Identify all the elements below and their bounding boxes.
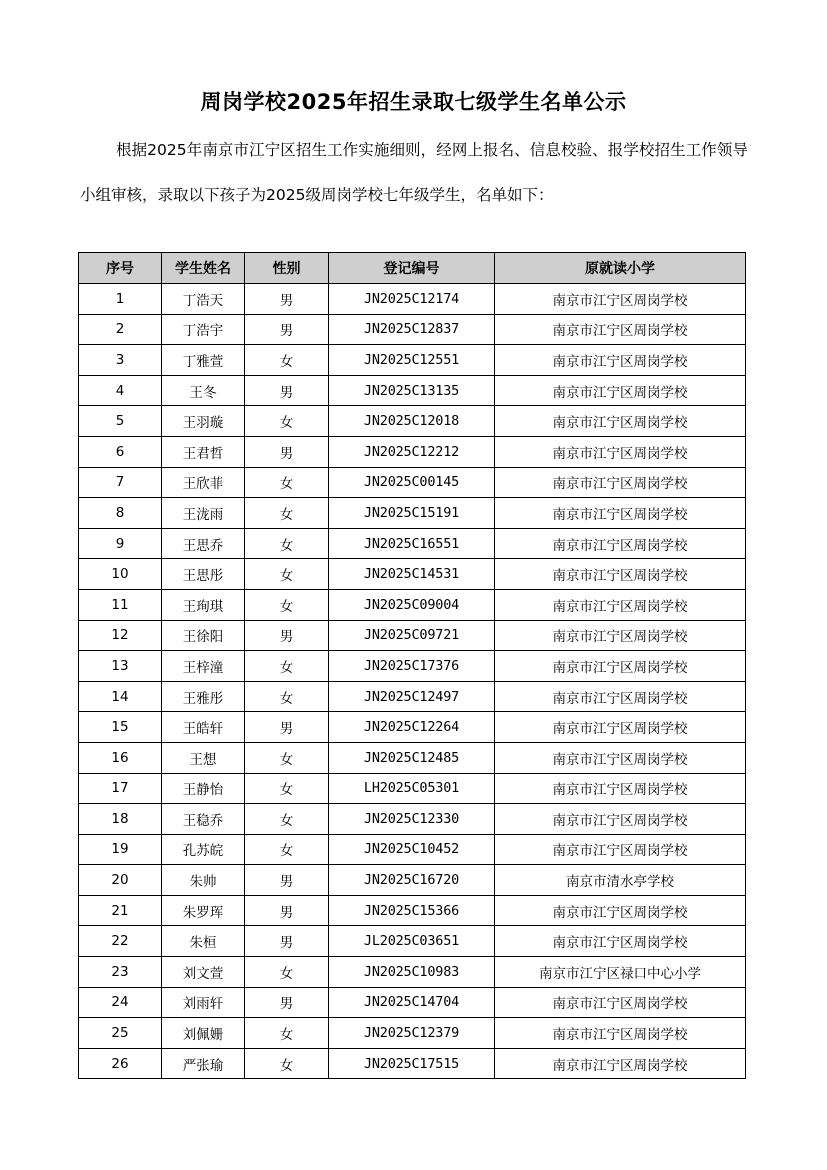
primary-school-cell: 南京市清水亭学校 xyxy=(495,865,746,896)
student-name-cell: 孔苏皖 xyxy=(162,834,245,865)
registration-number-cell: JN2025C16551 xyxy=(329,528,495,559)
student-name-cell: 刘文萱 xyxy=(162,957,245,988)
primary-school-cell: 南京市江宁区周岗学校 xyxy=(495,681,746,712)
registration-number-cell: JN2025C14531 xyxy=(329,559,495,590)
gender-cell: 女 xyxy=(245,651,329,682)
student-name-cell: 王梓潼 xyxy=(162,651,245,682)
table-row xyxy=(79,712,746,743)
student-name-cell: 王欣菲 xyxy=(162,467,245,498)
header-original-primary-school: 原就读小学 xyxy=(495,253,746,284)
table-row xyxy=(79,895,746,926)
student-name-cell: 王思彤 xyxy=(162,559,245,590)
table-row xyxy=(79,375,746,406)
gender-cell: 男 xyxy=(245,712,329,743)
admission-list-table xyxy=(78,252,746,1079)
intro-paragraph: 根据2025年南京市江宁区招生工作实施细则，经网上报名、信息校验、报学校招生工作领导小组审核，录取以下孩子为2025级周岗学校七年级学生，名单如下： xyxy=(80,141,748,204)
gender-cell: 女 xyxy=(245,559,329,590)
student-name-cell: 刘雨轩 xyxy=(162,987,245,1018)
table-row xyxy=(79,1018,746,1049)
gender-cell: 女 xyxy=(245,957,329,988)
primary-school-cell: 南京市江宁区周岗学校 xyxy=(495,1048,746,1079)
table-row xyxy=(79,284,746,315)
primary-school-cell: 南京市江宁区周岗学校 xyxy=(495,314,746,345)
gender-cell: 女 xyxy=(245,589,329,620)
table-row xyxy=(79,436,746,467)
primary-school-cell: 南京市江宁区周岗学校 xyxy=(495,773,746,804)
registration-number-cell: JL2025C03651 xyxy=(329,926,495,957)
registration-number-cell: JN2025C14704 xyxy=(329,987,495,1018)
gender-cell: 女 xyxy=(245,498,329,529)
student-name-cell: 丁浩宇 xyxy=(162,314,245,345)
table-row xyxy=(79,467,746,498)
table-row xyxy=(79,987,746,1018)
student-name-cell: 王君哲 xyxy=(162,436,245,467)
document-title: 周岗学校2025年招生录取七级学生名单公示 xyxy=(200,90,627,114)
serial-number-cell: 11 xyxy=(79,589,162,620)
primary-school-cell: 南京市江宁区周岗学校 xyxy=(495,345,746,376)
serial-number-cell: 5 xyxy=(79,406,162,437)
student-name-cell: 丁雅萱 xyxy=(162,345,245,376)
registration-number-cell: JN2025C16720 xyxy=(329,865,495,896)
student-name-cell: 王雅彤 xyxy=(162,681,245,712)
registration-number-cell: JN2025C12379 xyxy=(329,1018,495,1049)
registration-number-cell: JN2025C15366 xyxy=(329,895,495,926)
primary-school-cell: 南京市江宁区周岗学校 xyxy=(495,528,746,559)
serial-number-cell: 3 xyxy=(79,345,162,376)
gender-cell: 女 xyxy=(245,773,329,804)
gender-cell: 女 xyxy=(245,834,329,865)
registration-number-cell: JN2025C12330 xyxy=(329,804,495,835)
gender-cell: 女 xyxy=(245,467,329,498)
table-header-row xyxy=(79,253,746,284)
primary-school-cell: 南京市江宁区周岗学校 xyxy=(495,834,746,865)
table-row xyxy=(79,834,746,865)
gender-cell: 女 xyxy=(245,1018,329,1049)
registration-number-cell: JN2025C10452 xyxy=(329,834,495,865)
serial-number-cell: 8 xyxy=(79,498,162,529)
table-body xyxy=(79,284,746,1079)
serial-number-cell: 24 xyxy=(79,987,162,1018)
gender-cell: 男 xyxy=(245,620,329,651)
registration-number-cell: JN2025C12485 xyxy=(329,742,495,773)
gender-cell: 男 xyxy=(245,926,329,957)
gender-cell: 女 xyxy=(245,681,329,712)
gender-cell: 男 xyxy=(245,865,329,896)
table-row xyxy=(79,651,746,682)
primary-school-cell: 南京市江宁区周岗学校 xyxy=(495,589,746,620)
gender-cell: 男 xyxy=(245,436,329,467)
student-name-cell: 朱帅 xyxy=(162,865,245,896)
registration-number-cell: JN2025C12264 xyxy=(329,712,495,743)
student-name-cell: 王静怡 xyxy=(162,773,245,804)
student-name-cell: 王思乔 xyxy=(162,528,245,559)
gender-cell: 女 xyxy=(245,804,329,835)
gender-cell: 男 xyxy=(245,987,329,1018)
serial-number-cell: 4 xyxy=(79,375,162,406)
primary-school-cell: 南京市江宁区周岗学校 xyxy=(495,436,746,467)
primary-school-cell: 南京市江宁区周岗学校 xyxy=(495,987,746,1018)
student-name-cell: 王羽璇 xyxy=(162,406,245,437)
registration-number-cell: JN2025C13135 xyxy=(329,375,495,406)
primary-school-cell: 南京市江宁区周岗学校 xyxy=(495,926,746,957)
primary-school-cell: 南京市江宁区周岗学校 xyxy=(495,895,746,926)
serial-number-cell: 1 xyxy=(79,284,162,315)
header-registration-number: 登记编号 xyxy=(329,253,495,284)
header-student-name: 学生姓名 xyxy=(162,253,245,284)
primary-school-cell: 南京市江宁区周岗学校 xyxy=(495,651,746,682)
table-row xyxy=(79,681,746,712)
serial-number-cell: 9 xyxy=(79,528,162,559)
table-row xyxy=(79,742,746,773)
table-row xyxy=(79,559,746,590)
primary-school-cell: 南京市江宁区周岗学校 xyxy=(495,467,746,498)
serial-number-cell: 15 xyxy=(79,712,162,743)
table-row xyxy=(79,773,746,804)
registration-number-cell: JN2025C12497 xyxy=(329,681,495,712)
table-row xyxy=(79,1048,746,1079)
serial-number-cell: 23 xyxy=(79,957,162,988)
gender-cell: 男 xyxy=(245,284,329,315)
student-name-cell: 王徐阳 xyxy=(162,620,245,651)
serial-number-cell: 12 xyxy=(79,620,162,651)
gender-cell: 男 xyxy=(245,895,329,926)
serial-number-cell: 26 xyxy=(79,1048,162,1079)
registration-number-cell: JN2025C17515 xyxy=(329,1048,495,1079)
registration-number-cell: JN2025C12212 xyxy=(329,436,495,467)
serial-number-cell: 18 xyxy=(79,804,162,835)
table-row xyxy=(79,406,746,437)
registration-number-cell: JN2025C09004 xyxy=(329,589,495,620)
serial-number-cell: 10 xyxy=(79,559,162,590)
serial-number-cell: 22 xyxy=(79,926,162,957)
student-name-cell: 刘佩姗 xyxy=(162,1018,245,1049)
primary-school-cell: 南京市江宁区周岗学校 xyxy=(495,559,746,590)
primary-school-cell: 南京市江宁区周岗学校 xyxy=(495,406,746,437)
table-row xyxy=(79,498,746,529)
serial-number-cell: 14 xyxy=(79,681,162,712)
primary-school-cell: 南京市江宁区周岗学校 xyxy=(495,375,746,406)
primary-school-cell: 南京市江宁区周岗学校 xyxy=(495,498,746,529)
table-row xyxy=(79,926,746,957)
serial-number-cell: 19 xyxy=(79,834,162,865)
serial-number-cell: 20 xyxy=(79,865,162,896)
primary-school-cell: 南京市江宁区周岗学校 xyxy=(495,804,746,835)
primary-school-cell: 南京市江宁区周岗学校 xyxy=(495,742,746,773)
student-name-cell: 王冬 xyxy=(162,375,245,406)
gender-cell: 女 xyxy=(245,528,329,559)
gender-cell: 女 xyxy=(245,345,329,376)
serial-number-cell: 13 xyxy=(79,651,162,682)
table-row xyxy=(79,865,746,896)
table-row xyxy=(79,314,746,345)
gender-cell: 女 xyxy=(245,406,329,437)
registration-number-cell: JN2025C17376 xyxy=(329,651,495,682)
registration-number-cell: JN2025C00145 xyxy=(329,467,495,498)
primary-school-cell: 南京市江宁区周岗学校 xyxy=(495,620,746,651)
header-serial-number: 序号 xyxy=(79,253,162,284)
serial-number-cell: 21 xyxy=(79,895,162,926)
primary-school-cell: 南京市江宁区周岗学校 xyxy=(495,712,746,743)
table-row xyxy=(79,620,746,651)
student-name-cell: 严张瑜 xyxy=(162,1048,245,1079)
student-name-cell: 王泷雨 xyxy=(162,498,245,529)
gender-cell: 女 xyxy=(245,1048,329,1079)
student-name-cell: 王珣琪 xyxy=(162,589,245,620)
table-row xyxy=(79,528,746,559)
registration-number-cell: JN2025C10983 xyxy=(329,957,495,988)
registration-number-cell: JN2025C09721 xyxy=(329,620,495,651)
student-name-cell: 朱罗珲 xyxy=(162,895,245,926)
registration-number-cell: LH2025C05301 xyxy=(329,773,495,804)
serial-number-cell: 17 xyxy=(79,773,162,804)
registration-number-cell: JN2025C12551 xyxy=(329,345,495,376)
serial-number-cell: 2 xyxy=(79,314,162,345)
serial-number-cell: 25 xyxy=(79,1018,162,1049)
serial-number-cell: 7 xyxy=(79,467,162,498)
registration-number-cell: JN2025C12174 xyxy=(329,284,495,315)
student-name-cell: 王皓轩 xyxy=(162,712,245,743)
registration-number-cell: JN2025C12837 xyxy=(329,314,495,345)
student-name-cell: 王稳乔 xyxy=(162,804,245,835)
student-name-cell: 王想 xyxy=(162,742,245,773)
registration-number-cell: JN2025C12018 xyxy=(329,406,495,437)
primary-school-cell: 南京市江宁区禄口中心小学 xyxy=(495,957,746,988)
table-row xyxy=(79,345,746,376)
student-name-cell: 丁浩天 xyxy=(162,284,245,315)
gender-cell: 男 xyxy=(245,314,329,345)
table-row xyxy=(79,957,746,988)
gender-cell: 男 xyxy=(245,375,329,406)
student-name-cell: 朱桓 xyxy=(162,926,245,957)
serial-number-cell: 6 xyxy=(79,436,162,467)
registration-number-cell: JN2025C15191 xyxy=(329,498,495,529)
table-row xyxy=(79,804,746,835)
primary-school-cell: 南京市江宁区周岗学校 xyxy=(495,284,746,315)
header-gender: 性别 xyxy=(245,253,329,284)
primary-school-cell: 南京市江宁区周岗学校 xyxy=(495,1018,746,1049)
gender-cell: 女 xyxy=(245,742,329,773)
serial-number-cell: 16 xyxy=(79,742,162,773)
table-row xyxy=(79,589,746,620)
